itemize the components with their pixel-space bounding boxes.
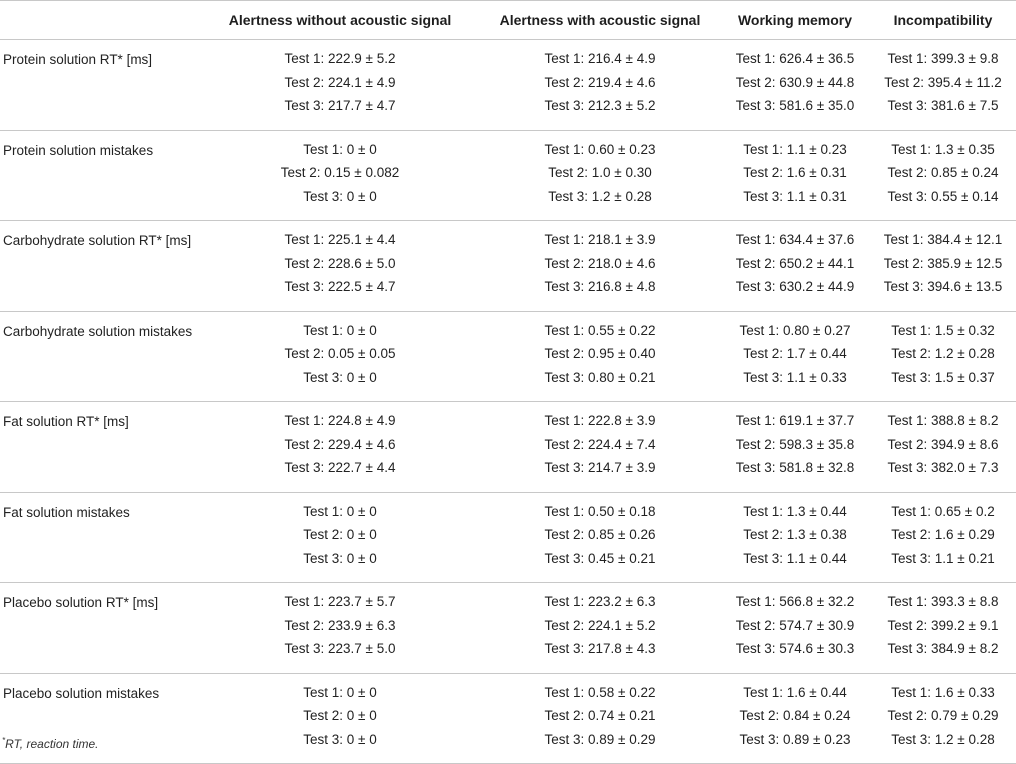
table-cell (720, 583, 870, 674)
table-cell (720, 311, 870, 402)
test-value: Test 3: 394.6 ± 13.5 (883, 279, 1003, 294)
test-value: Test 1: 619.1 ± 37.7 (735, 413, 855, 428)
table-cell (480, 40, 720, 131)
test-value: Test 3: 222.5 ± 4.7 (284, 279, 396, 294)
test-value: Test 1: 0.50 ± 0.18 (544, 503, 656, 519)
table-cell (480, 492, 720, 583)
test-value: Test 1: 0 ± 0 (303, 503, 377, 519)
row-label: Carbohydrate solution mistakes (3, 323, 193, 339)
test-value: Test 2: 598.3 ± 35.8 (735, 436, 855, 452)
test-value: Test 2: 0.84 ± 0.24 (739, 708, 851, 723)
table-cell (200, 673, 480, 764)
table-cell (870, 673, 1016, 764)
test-value: Test 1: 634.4 ± 37.6 (735, 232, 855, 247)
test-value: Test 2: 0.79 ± 0.29 (887, 708, 999, 723)
header-incompatibility: Incompatibility (893, 12, 993, 28)
test-value: Test 1: 222.8 ± 3.9 (544, 413, 656, 428)
test-value: Test 3: 212.3 ± 5.2 (544, 98, 656, 113)
test-value: Test 2: 0.05 ± 0.05 (284, 346, 396, 361)
test-value: Test 2: 395.4 ± 11.2 (884, 74, 1002, 90)
test-value: Test 3: 0 ± 0 (303, 550, 377, 566)
row-label: Placebo solution mistakes (3, 685, 160, 701)
test-value: Test 2: 218.0 ± 4.6 (544, 255, 656, 271)
row-label: Protein solution mistakes (3, 142, 154, 158)
test-value: Test 1: 566.8 ± 32.2 (735, 594, 855, 609)
test-value: Test 2: 0.85 ± 0.24 (887, 165, 999, 180)
test-value: Test 3: 223.7 ± 5.0 (284, 641, 396, 656)
test-value: Test 3: 0.45 ± 0.21 (544, 550, 656, 566)
test-value: Test 2: 1.3 ± 0.38 (743, 527, 847, 542)
test-value: Test 1: 225.1 ± 4.4 (284, 232, 396, 247)
test-value: Test 1: 0 ± 0 (303, 684, 377, 700)
table-cell (480, 130, 720, 221)
table-body (0, 40, 1016, 764)
test-value: Test 2: 1.0 ± 0.30 (548, 165, 652, 180)
test-value: Test 3: 216.8 ± 4.8 (544, 279, 656, 294)
test-value: Test 3: 382.0 ± 7.3 (887, 460, 999, 475)
test-value: Test 1: 0.55 ± 0.22 (544, 322, 656, 338)
table-row (0, 673, 1016, 764)
test-value: Test 1: 0.65 ± 0.2 (891, 503, 995, 519)
header-alertness-without-signal: Alertness without acoustic signal (228, 12, 452, 28)
test-value: Test 1: 388.8 ± 8.2 (887, 413, 999, 428)
test-value: Test 3: 1.1 ± 0.31 (743, 188, 847, 204)
test-value: Test 3: 0 ± 0 (303, 731, 377, 747)
test-value: Test 1: 216.4 ± 4.9 (544, 51, 656, 66)
table-cell (200, 492, 480, 583)
footnote-text: RT, reaction time. (5, 737, 99, 751)
table-cell (720, 402, 870, 493)
test-value: Test 2: 224.1 ± 4.9 (284, 74, 396, 90)
test-value: Test 3: 0 ± 0 (303, 188, 377, 204)
test-value: Test 2: 650.2 ± 44.1 (735, 255, 855, 271)
test-value: Test 2: 224.4 ± 7.4 (544, 436, 656, 452)
table-cell (720, 492, 870, 583)
table-cell (200, 311, 480, 402)
test-value: Test 2: 224.1 ± 5.2 (544, 617, 656, 633)
test-value: Test 3: 574.6 ± 30.3 (735, 641, 855, 656)
test-value: Test 1: 223.7 ± 5.7 (284, 594, 396, 609)
test-value: Test 1: 626.4 ± 36.5 (735, 51, 855, 66)
test-value: Test 1: 1.6 ± 0.33 (891, 684, 995, 700)
test-value: Test 3: 0.89 ± 0.23 (739, 731, 851, 747)
test-value: Test 3: 0.55 ± 0.14 (887, 188, 999, 204)
test-value: Test 2: 219.4 ± 4.6 (544, 74, 656, 90)
table-cell (480, 221, 720, 312)
row-label: Fat solution RT* [ms] (3, 414, 129, 429)
test-value: Test 1: 218.1 ± 3.9 (544, 232, 656, 247)
table-cell (480, 583, 720, 674)
test-value: Test 2: 0.95 ± 0.40 (544, 346, 656, 361)
test-value: Test 3: 1.1 ± 0.21 (891, 550, 995, 566)
table-cell (480, 673, 720, 764)
table-cell (870, 40, 1016, 131)
table-cell (200, 402, 480, 493)
table-cell (870, 221, 1016, 312)
test-value: Test 2: 1.2 ± 0.28 (891, 346, 995, 361)
header-row-label (0, 1, 200, 40)
test-value: Test 2: 229.4 ± 4.6 (284, 436, 396, 452)
test-value: Test 2: 233.9 ± 6.3 (284, 617, 396, 633)
table-cell (870, 311, 1016, 402)
table-cell (720, 221, 870, 312)
test-value: Test 3: 1.1 ± 0.33 (743, 369, 847, 385)
test-value: Test 3: 222.7 ± 4.4 (284, 460, 396, 475)
row-label: Protein solution RT* [ms] (3, 52, 153, 67)
table-row (0, 492, 1016, 583)
test-value: Test 3: 581.8 ± 32.8 (735, 460, 855, 475)
test-value: Test 2: 574.7 ± 30.9 (735, 617, 855, 633)
table-cell (870, 130, 1016, 221)
test-value: Test 1: 0.80 ± 0.27 (739, 322, 851, 338)
table-cell (870, 583, 1016, 674)
test-value: Test 3: 217.7 ± 4.7 (284, 98, 396, 113)
table-row (0, 130, 1016, 221)
footnote-marker: * (2, 736, 6, 745)
table-row (0, 402, 1016, 493)
test-value: Test 3: 630.2 ± 44.9 (735, 279, 855, 294)
test-value: Test 3: 0 ± 0 (303, 369, 377, 385)
test-value: Test 2: 1.6 ± 0.29 (891, 527, 995, 542)
table-cell (480, 311, 720, 402)
test-value: Test 1: 0 ± 0 (303, 322, 377, 338)
test-value: Test 2: 394.9 ± 8.6 (887, 436, 999, 452)
test-value: Test 3: 1.2 ± 0.28 (891, 731, 995, 747)
test-value: Test 3: 381.6 ± 7.5 (887, 98, 999, 113)
test-value: Test 1: 1.1 ± 0.23 (743, 141, 847, 157)
test-value: Test 3: 1.1 ± 0.44 (743, 550, 847, 566)
test-value: Test 2: 399.2 ± 9.1 (887, 617, 999, 633)
test-value: Test 1: 384.4 ± 12.1 (883, 232, 1003, 247)
test-value: Test 1: 1.6 ± 0.44 (743, 684, 847, 700)
test-value: Test 2: 1.6 ± 0.31 (743, 165, 847, 180)
test-value: Test 1: 0.58 ± 0.22 (544, 684, 656, 700)
table-row (0, 311, 1016, 402)
table-row (0, 221, 1016, 312)
test-value: Test 2: 228.6 ± 5.0 (284, 255, 396, 271)
row-label: Placebo solution RT* [ms] (3, 595, 159, 610)
test-value: Test 1: 223.2 ± 6.3 (544, 594, 656, 609)
test-value: Test 1: 399.3 ± 9.8 (887, 51, 999, 66)
table-row (0, 40, 1016, 131)
test-value: Test 1: 1.3 ± 0.35 (891, 141, 995, 157)
test-value: Test 1: 222.9 ± 5.2 (284, 51, 396, 66)
test-value: Test 2: 0 ± 0 (303, 708, 377, 723)
table-cell (200, 130, 480, 221)
header-working-memory: Working memory (737, 12, 853, 28)
test-value: Test 3: 581.6 ± 35.0 (735, 98, 855, 113)
test-value: Test 3: 384.9 ± 8.2 (887, 641, 999, 656)
table-row (0, 583, 1016, 674)
test-value: Test 2: 1.7 ± 0.44 (743, 346, 847, 361)
test-value: Test 2: 630.9 ± 44.8 (735, 74, 855, 90)
test-value: Test 1: 0 ± 0 (303, 141, 377, 157)
test-value: Test 1: 224.8 ± 4.9 (284, 413, 396, 428)
test-value: Test 3: 214.7 ± 3.9 (544, 460, 656, 475)
table-cell (720, 130, 870, 221)
table-cell (480, 402, 720, 493)
test-value: Test 2: 0 ± 0 (303, 527, 377, 542)
table-cell (720, 40, 870, 131)
test-value: Test 2: 0.74 ± 0.21 (544, 708, 656, 723)
row-label: Fat solution mistakes (3, 504, 130, 520)
header-alertness-with-signal: Alertness with acoustic signal (499, 12, 701, 28)
test-value: Test 1: 1.3 ± 0.44 (743, 503, 847, 519)
table-cell (200, 40, 480, 131)
test-value: Test 3: 1.2 ± 0.28 (548, 188, 652, 204)
test-value: Test 1: 0.60 ± 0.23 (544, 141, 656, 157)
test-value: Test 2: 0.85 ± 0.26 (544, 527, 656, 542)
table-cell (200, 221, 480, 312)
table-cell (720, 673, 870, 764)
test-value: Test 1: 1.5 ± 0.32 (891, 322, 995, 338)
row-label: Carbohydrate solution RT* [ms] (3, 233, 192, 248)
test-value: Test 3: 0.80 ± 0.21 (544, 369, 656, 385)
test-value: Test 1: 393.3 ± 8.8 (887, 594, 999, 609)
test-value: Test 2: 0.15 ± 0.082 (280, 165, 400, 180)
test-value: Test 3: 1.5 ± 0.37 (891, 369, 995, 385)
table-cell (200, 583, 480, 674)
table-header-row (0, 1, 1016, 40)
table-cell (870, 492, 1016, 583)
test-value: Test 3: 0.89 ± 0.29 (544, 731, 656, 747)
footnote (2, 736, 99, 751)
test-value: Test 2: 385.9 ± 12.5 (883, 255, 1003, 271)
table-cell (870, 402, 1016, 493)
test-value: Test 3: 217.8 ± 4.3 (544, 641, 656, 656)
